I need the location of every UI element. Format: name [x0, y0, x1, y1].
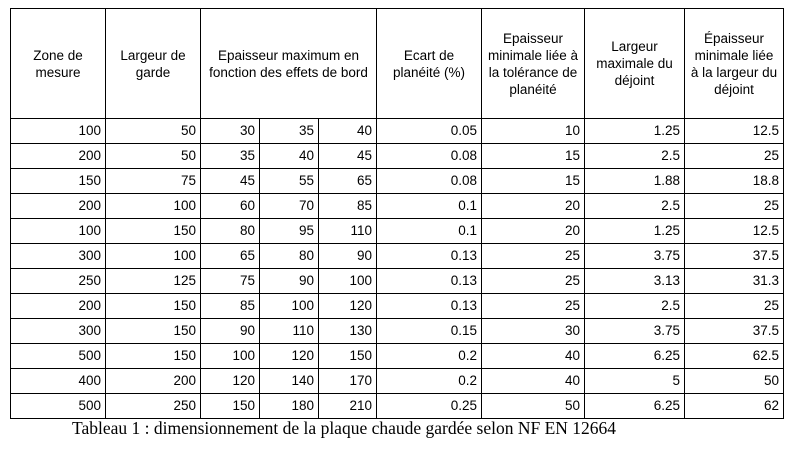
cell-epaisseur-max-2: 140	[260, 369, 319, 394]
cell-ecart-planeite: 0.1	[377, 194, 482, 219]
table-row	[11, 344, 784, 369]
cell-largeur-max-dejoint: 6.25	[585, 394, 685, 419]
cell-largeur-max-dejoint: 2.5	[585, 194, 685, 219]
cell-largeur-garde: 150	[106, 319, 201, 344]
cell-epaisseur-max-3: 90	[319, 244, 377, 269]
cell-epaisseur-min-planeite: 20	[482, 219, 585, 244]
cell-epaisseur-min-dejoint: 62	[685, 394, 784, 419]
cell-largeur-max-dejoint: 3.13	[585, 269, 685, 294]
cell-largeur-garde: 50	[106, 119, 201, 144]
cell-epaisseur-min-planeite: 25	[482, 294, 585, 319]
cell-epaisseur-max-3: 110	[319, 219, 377, 244]
cell-epaisseur-min-dejoint: 12.5	[685, 219, 784, 244]
cell-largeur-garde: 50	[106, 144, 201, 169]
cell-epaisseur-max-3: 130	[319, 319, 377, 344]
cell-ecart-planeite: 0.13	[377, 244, 482, 269]
cell-largeur-max-dejoint: 3.75	[585, 244, 685, 269]
cell-largeur-garde: 150	[106, 344, 201, 369]
cell-zone: 100	[11, 219, 106, 244]
cell-ecart-planeite: 0.2	[377, 344, 482, 369]
cell-ecart-planeite: 0.08	[377, 144, 482, 169]
cell-epaisseur-min-dejoint: 62.5	[685, 344, 784, 369]
cell-epaisseur-max-1: 60	[201, 194, 260, 219]
cell-epaisseur-min-planeite: 50	[482, 394, 585, 419]
cell-epaisseur-max-2: 120	[260, 344, 319, 369]
cell-epaisseur-min-planeite: 25	[482, 244, 585, 269]
cell-epaisseur-max-1: 80	[201, 219, 260, 244]
cell-epaisseur-min-dejoint: 12.5	[685, 119, 784, 144]
cell-epaisseur-max-1: 120	[201, 369, 260, 394]
cell-zone: 300	[11, 244, 106, 269]
cell-ecart-planeite: 0.1	[377, 219, 482, 244]
header-row	[11, 9, 784, 119]
cell-epaisseur-max-3: 100	[319, 269, 377, 294]
cell-largeur-max-dejoint: 1.25	[585, 219, 685, 244]
cell-zone: 300	[11, 319, 106, 344]
cell-epaisseur-max-3: 65	[319, 169, 377, 194]
cell-ecart-planeite: 0.13	[377, 269, 482, 294]
cell-epaisseur-max-1: 150	[201, 394, 260, 419]
table-row	[11, 294, 784, 319]
table-row	[11, 269, 784, 294]
cell-largeur-garde: 150	[106, 294, 201, 319]
cell-ecart-planeite: 0.05	[377, 119, 482, 144]
cell-largeur-garde: 100	[106, 194, 201, 219]
cell-epaisseur-max-3: 120	[319, 294, 377, 319]
cell-largeur-max-dejoint: 1.88	[585, 169, 685, 194]
cell-ecart-planeite: 0.2	[377, 369, 482, 394]
cell-epaisseur-min-planeite: 20	[482, 194, 585, 219]
cell-epaisseur-max-2: 95	[260, 219, 319, 244]
cell-epaisseur-max-1: 85	[201, 294, 260, 319]
table-row	[11, 144, 784, 169]
table-row	[11, 394, 784, 419]
cell-zone: 500	[11, 344, 106, 369]
cell-epaisseur-min-dejoint: 25	[685, 144, 784, 169]
cell-epaisseur-max-3: 40	[319, 119, 377, 144]
cell-epaisseur-max-2: 90	[260, 269, 319, 294]
cell-epaisseur-min-dejoint: 25	[685, 294, 784, 319]
cell-epaisseur-min-dejoint: 25	[685, 194, 784, 219]
cell-epaisseur-min-dejoint: 31.3	[685, 269, 784, 294]
table-row	[11, 119, 784, 144]
header-epaisseur-min-planeite: Epaisseur minimale liée à la tolérance de planéité	[482, 9, 585, 119]
cell-epaisseur-max-3: 85	[319, 194, 377, 219]
header-zone-mesure: Zone de mesure	[11, 9, 106, 119]
cell-zone: 500	[11, 394, 106, 419]
cell-largeur-garde: 125	[106, 269, 201, 294]
header-ecart-planeite: Ecart de planéité (%)	[377, 9, 482, 119]
cell-epaisseur-min-planeite: 25	[482, 269, 585, 294]
cell-epaisseur-min-planeite: 10	[482, 119, 585, 144]
cell-largeur-garde: 150	[106, 219, 201, 244]
cell-largeur-garde: 200	[106, 369, 201, 394]
cell-epaisseur-max-2: 35	[260, 119, 319, 144]
cell-epaisseur-max-1: 35	[201, 144, 260, 169]
cell-epaisseur-max-3: 150	[319, 344, 377, 369]
cell-epaisseur-min-dejoint: 37.5	[685, 244, 784, 269]
cell-largeur-max-dejoint: 3.75	[585, 319, 685, 344]
table-row	[11, 244, 784, 269]
cell-largeur-max-dejoint: 1.25	[585, 119, 685, 144]
cell-epaisseur-min-dejoint: 18.8	[685, 169, 784, 194]
cell-epaisseur-max-2: 55	[260, 169, 319, 194]
cell-epaisseur-min-planeite: 15	[482, 169, 585, 194]
cell-epaisseur-min-planeite: 40	[482, 344, 585, 369]
cell-zone: 100	[11, 119, 106, 144]
table-row	[11, 319, 784, 344]
cell-epaisseur-max-2: 70	[260, 194, 319, 219]
cell-epaisseur-min-planeite: 30	[482, 319, 585, 344]
cell-largeur-max-dejoint: 6.25	[585, 344, 685, 369]
cell-largeur-garde: 250	[106, 394, 201, 419]
header-epaisseur-maximum: Epaisseur maximum en fonction des effets de bord	[201, 9, 377, 119]
cell-ecart-planeite: 0.08	[377, 169, 482, 194]
cell-epaisseur-max-1: 100	[201, 344, 260, 369]
table-caption: Tableau 1 : dimensionnement de la plaque chaude gardée selon NF EN 12664	[72, 418, 617, 438]
header-largeur-garde: Largeur de garde	[106, 9, 201, 119]
cell-epaisseur-max-2: 100	[260, 294, 319, 319]
cell-zone: 250	[11, 269, 106, 294]
cell-largeur-garde: 75	[106, 169, 201, 194]
cell-epaisseur-min-planeite: 40	[482, 369, 585, 394]
cell-largeur-garde: 100	[106, 244, 201, 269]
table-row	[11, 169, 784, 194]
cell-ecart-planeite: 0.15	[377, 319, 482, 344]
table-row	[11, 219, 784, 244]
cell-epaisseur-max-1: 30	[201, 119, 260, 144]
cell-epaisseur-max-2: 180	[260, 394, 319, 419]
cell-epaisseur-max-1: 90	[201, 319, 260, 344]
cell-epaisseur-max-2: 80	[260, 244, 319, 269]
cell-ecart-planeite: 0.25	[377, 394, 482, 419]
cell-largeur-max-dejoint: 2.5	[585, 144, 685, 169]
cell-largeur-max-dejoint: 5	[585, 369, 685, 394]
table-body	[11, 119, 784, 419]
cell-epaisseur-min-planeite: 15	[482, 144, 585, 169]
cell-zone: 200	[11, 294, 106, 319]
cell-zone: 200	[11, 144, 106, 169]
cell-epaisseur-max-3: 210	[319, 394, 377, 419]
cell-epaisseur-min-dejoint: 37.5	[685, 319, 784, 344]
cell-epaisseur-max-1: 65	[201, 244, 260, 269]
table-row	[11, 369, 784, 394]
cell-epaisseur-max-2: 110	[260, 319, 319, 344]
cell-epaisseur-max-1: 75	[201, 269, 260, 294]
table-row	[11, 194, 784, 219]
cell-largeur-max-dejoint: 2.5	[585, 294, 685, 319]
cell-epaisseur-max-2: 40	[260, 144, 319, 169]
cell-zone: 200	[11, 194, 106, 219]
cell-ecart-planeite: 0.13	[377, 294, 482, 319]
cell-zone: 150	[11, 169, 106, 194]
header-epaisseur-min-dejoint: Épaisseur minimale liée à la largeur du déjoint	[685, 9, 784, 119]
cell-epaisseur-max-1: 45	[201, 169, 260, 194]
header-largeur-max-dejoint: Largeur maximale du déjoint	[585, 9, 685, 119]
cell-zone: 400	[11, 369, 106, 394]
cell-epaisseur-max-3: 170	[319, 369, 377, 394]
cell-epaisseur-min-dejoint: 50	[685, 369, 784, 394]
cell-epaisseur-max-3: 45	[319, 144, 377, 169]
dimension-table	[10, 8, 784, 419]
